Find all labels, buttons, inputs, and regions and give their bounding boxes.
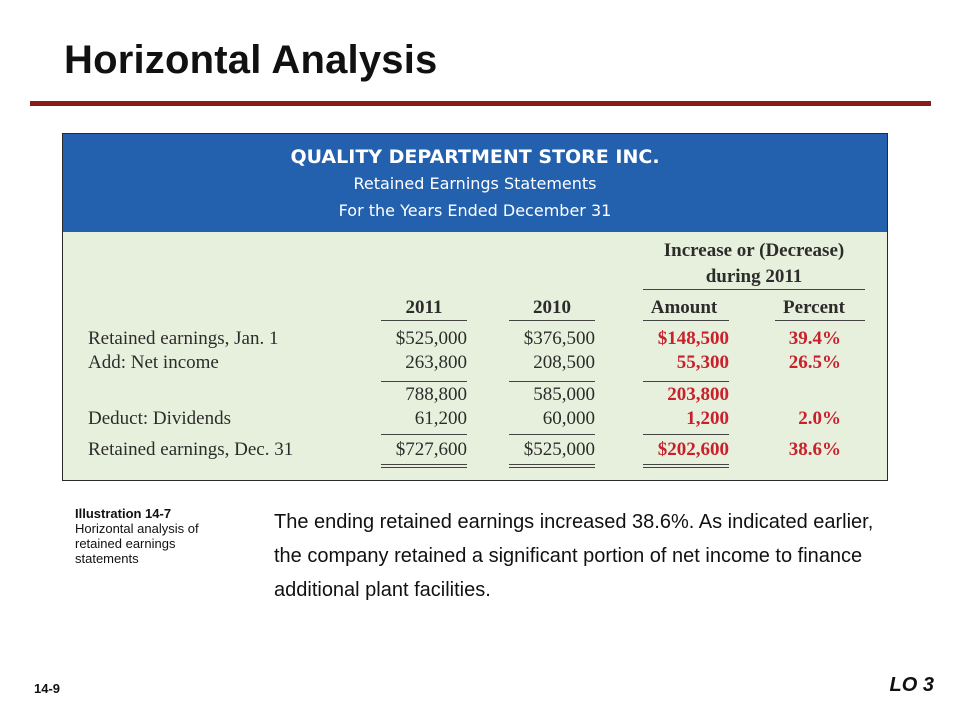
cell-2011: 263,800 — [405, 352, 467, 373]
cell-percent: 26.5% — [788, 352, 841, 373]
total-rule-2010 — [509, 434, 595, 435]
cell-amount: 1,200 — [686, 408, 729, 429]
column-header-amount: Amount — [650, 297, 718, 318]
slide-number: 14-9 — [34, 681, 61, 696]
cell-2011: 61,200 — [414, 408, 467, 429]
double-rule-amount — [643, 464, 729, 468]
total-rule-2011 — [381, 434, 467, 435]
illustration-caption — [75, 506, 235, 566]
cell-amount: 203,800 — [667, 384, 729, 405]
header-underline-amount — [643, 320, 729, 321]
cell-2010: 585,000 — [533, 384, 595, 405]
cell-2010: $525,000 — [523, 439, 595, 460]
cell-amount: 55,300 — [676, 352, 729, 373]
cell-percent: 2.0% — [798, 408, 841, 429]
header-underline-2010 — [509, 320, 595, 321]
statement-header — [63, 134, 887, 232]
caption-text: Horizontal analysis of retained earnings statements — [75, 521, 199, 566]
cell-amount: $202,600 — [657, 439, 729, 460]
column-header-2011: 2011 — [405, 297, 443, 318]
slide-title: Horizontal Analysis — [64, 38, 438, 82]
statement-period: For the Years Ended December 31 — [338, 201, 612, 220]
column-header-percent: Percent — [783, 297, 845, 318]
double-rule-2011 — [381, 464, 467, 468]
header-underline-2011 — [381, 320, 467, 321]
row-label: Retained earnings, Jan. 1 — [88, 328, 279, 349]
column-header-2010: 2010 — [533, 297, 571, 318]
cell-amount: $148,500 — [657, 328, 729, 349]
header-underline-percent — [775, 320, 865, 321]
cell-2010: 60,000 — [542, 408, 595, 429]
total-rule-amount — [643, 434, 729, 435]
row-label: Deduct: Dividends — [88, 408, 232, 429]
group-header-line2: during 2011 — [705, 266, 803, 287]
row-label: Add: Net income — [88, 352, 219, 373]
cell-2010: $376,500 — [523, 328, 595, 349]
cell-2011: 788,800 — [405, 384, 467, 405]
cell-2011: $727,600 — [395, 439, 467, 460]
group-header-line1: Increase or (Decrease) — [663, 240, 845, 261]
row-label: Retained earnings, Dec. 31 — [88, 439, 294, 460]
explanation-text: The ending retained earnings increased 38.6%. As indicated earlier, the company retained a significant portion of net income to finance additional plant facilities. — [274, 511, 874, 601]
subtotal-rule-2011 — [381, 381, 467, 382]
cell-percent: 38.6% — [788, 439, 841, 460]
group-header-underline — [643, 289, 865, 290]
cell-percent: 39.4% — [788, 328, 841, 349]
company-name: QUALITY DEPARTMENT STORE INC. — [290, 146, 660, 168]
statement-name: Retained Earnings Statements — [353, 174, 597, 193]
caption-title: Illustration 14-7 — [75, 506, 172, 521]
cell-2011: $525,000 — [395, 328, 467, 349]
learning-objective: LO 3 — [889, 674, 934, 696]
cell-2010: 208,500 — [533, 352, 595, 373]
retained-earnings-statement — [62, 133, 888, 481]
double-rule-2010 — [509, 464, 595, 468]
subtotal-rule-2010 — [509, 381, 595, 382]
title-divider — [30, 101, 931, 106]
subtotal-rule-amount — [643, 381, 729, 382]
